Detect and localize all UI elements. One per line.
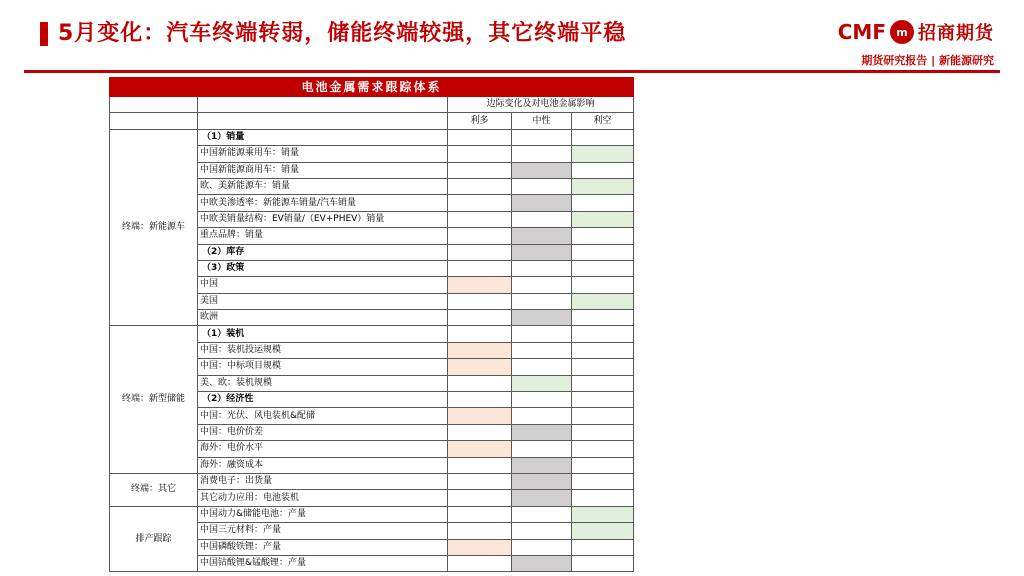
section-heading: （1）装机 <box>198 326 448 342</box>
indicator-label: 中国磷酸铁锂：产量 <box>198 539 448 555</box>
logo-subtitle: 期货研究报告 | 新能源研究 <box>861 54 994 67</box>
impact-cell-bearish <box>572 326 634 342</box>
impact-cell-bullish <box>448 326 512 342</box>
company-logo <box>814 16 994 70</box>
impact-cell-bullish <box>448 555 512 571</box>
indicator-label: 中欧美销量结构：EV销量/（EV+PHEV）销量 <box>198 211 448 227</box>
group-label: 终端：其它 <box>110 473 198 506</box>
impact-cell-neutral <box>512 195 572 211</box>
indicator-label: 中国：中标项目规模 <box>198 359 448 375</box>
impact-cell-bearish <box>572 146 634 162</box>
section-heading: （1）销量 <box>198 129 448 145</box>
impact-cell-neutral <box>512 490 572 506</box>
impact-cell-bearish <box>572 293 634 309</box>
impact-cell-neutral <box>512 473 572 489</box>
impact-cell-bearish <box>572 375 634 391</box>
impact-cell-neutral <box>512 146 572 162</box>
page-title: 5月变化：汽车终端转弱，储能终端较强，其它终端平稳 <box>58 21 627 46</box>
impact-cell-bearish <box>572 457 634 473</box>
impact-cell-bearish <box>572 228 634 244</box>
indicator-label: 中国新能源乘用车：销量 <box>198 146 448 162</box>
impact-cell-neutral <box>512 293 572 309</box>
impact-cell-bearish <box>572 473 634 489</box>
indicator-label: 中欧美渗透率：新能源车销量/汽车销量 <box>198 195 448 211</box>
indicator-label: 中国钴酸锂&锰酸锂：产量 <box>198 555 448 571</box>
impact-cell-bearish <box>572 260 634 276</box>
impact-cell-bearish <box>572 178 634 194</box>
impact-cell-bullish <box>448 506 512 522</box>
impact-cell-neutral <box>512 539 572 555</box>
indicator-label: 重点品牌：销量 <box>198 228 448 244</box>
impact-cell-neutral <box>512 162 572 178</box>
impact-cell-neutral <box>512 326 572 342</box>
header-blank-cell <box>110 97 198 113</box>
group-label: 排产跟踪 <box>110 506 198 572</box>
demand-tracking-table <box>109 77 634 572</box>
impact-cell-neutral <box>512 211 572 227</box>
impact-cell-bullish <box>448 129 512 145</box>
impact-header: 边际变化及对电池金属影响 <box>448 97 634 113</box>
table-row <box>110 473 634 489</box>
indicator-label: 中国：装机投运规模 <box>198 342 448 358</box>
impact-cell-bullish <box>448 162 512 178</box>
impact-cell-bearish <box>572 441 634 457</box>
indicator-label: 其它动力应用：电池装机 <box>198 490 448 506</box>
impact-cell-bearish <box>572 523 634 539</box>
impact-cell-bearish <box>572 129 634 145</box>
impact-cell-neutral <box>512 523 572 539</box>
indicator-label: 海外：融资成本 <box>198 457 448 473</box>
title-accent-bar <box>40 22 48 46</box>
indicator-label: 美、欧：装机规模 <box>198 375 448 391</box>
impact-cell-bearish <box>572 408 634 424</box>
impact-cell-bullish <box>448 490 512 506</box>
group-label: 终端：新能源车 <box>110 129 198 326</box>
impact-cell-neutral <box>512 277 572 293</box>
impact-cell-bearish <box>572 211 634 227</box>
impact-cell-bearish <box>572 506 634 522</box>
impact-cell-neutral <box>512 228 572 244</box>
impact-cell-bearish <box>572 244 634 260</box>
table-row <box>110 326 634 342</box>
impact-cell-bullish <box>448 293 512 309</box>
impact-cell-neutral <box>512 457 572 473</box>
impact-cell-bearish <box>572 555 634 571</box>
impact-cell-neutral <box>512 424 572 440</box>
impact-cell-neutral <box>512 506 572 522</box>
table-title: 电池金属需求跟踪体系 <box>110 78 634 97</box>
impact-cell-bullish <box>448 392 512 408</box>
header-blank-cell <box>110 113 198 129</box>
indicator-label: 欧、美新能源车：销量 <box>198 178 448 194</box>
impact-cell-neutral <box>512 555 572 571</box>
impact-cell-bullish <box>448 424 512 440</box>
impact-cell-bearish <box>572 490 634 506</box>
impact-cell-bearish <box>572 195 634 211</box>
impact-cell-bullish <box>448 359 512 375</box>
indicator-label: 中国新能源商用车：销量 <box>198 162 448 178</box>
impact-cell-neutral <box>512 260 572 276</box>
impact-cell-neutral <box>512 359 572 375</box>
impact-cell-bullish <box>448 539 512 555</box>
indicator-label: 美国 <box>198 293 448 309</box>
col-header-bearish: 利空 <box>572 113 634 129</box>
impact-cell-neutral <box>512 392 572 408</box>
col-header-neutral: 中性 <box>512 113 572 129</box>
impact-cell-bearish <box>572 539 634 555</box>
impact-cell-bearish <box>572 359 634 375</box>
impact-cell-bullish <box>448 310 512 326</box>
table-row <box>110 129 634 145</box>
impact-cell-neutral <box>512 244 572 260</box>
impact-cell-neutral <box>512 408 572 424</box>
section-heading: （3）政策 <box>198 260 448 276</box>
header-blank-cell <box>198 113 448 129</box>
indicator-label: 中国：光伏、风电装机&配储 <box>198 408 448 424</box>
impact-cell-bullish <box>448 146 512 162</box>
impact-cell-bullish <box>448 277 512 293</box>
indicator-label: 中国：电价价差 <box>198 424 448 440</box>
impact-cell-bullish <box>448 408 512 424</box>
impact-cell-bullish <box>448 473 512 489</box>
impact-cell-bullish <box>448 441 512 457</box>
indicator-label: 海外：电价水平 <box>198 441 448 457</box>
table-row <box>110 506 634 522</box>
demand-tracking-table-container <box>109 77 633 572</box>
impact-cell-neutral <box>512 310 572 326</box>
impact-cell-bullish <box>448 342 512 358</box>
impact-cell-neutral <box>512 342 572 358</box>
logo-company-name: 招商期货 <box>918 23 994 44</box>
impact-cell-neutral <box>512 441 572 457</box>
impact-cell-bearish <box>572 392 634 408</box>
impact-cell-neutral <box>512 129 572 145</box>
table-body <box>110 78 634 572</box>
header-divider <box>24 70 1000 73</box>
indicator-label: 消费电子：出货量 <box>198 473 448 489</box>
impact-cell-bearish <box>572 310 634 326</box>
impact-cell-bullish <box>448 457 512 473</box>
impact-cell-bullish <box>448 523 512 539</box>
impact-cell-neutral <box>512 375 572 391</box>
impact-cell-bullish <box>448 228 512 244</box>
section-heading: （2）库存 <box>198 244 448 260</box>
logo-emblem-icon: m <box>890 20 914 44</box>
impact-cell-bullish <box>448 211 512 227</box>
impact-cell-bullish <box>448 178 512 194</box>
header-blank-cell <box>198 97 448 113</box>
impact-cell-bearish <box>572 277 634 293</box>
logo-cmf-text: CMF <box>837 20 886 44</box>
indicator-label: 中国三元材料：产量 <box>198 523 448 539</box>
indicator-label: 中国 <box>198 277 448 293</box>
indicator-label: 欧洲 <box>198 310 448 326</box>
impact-cell-neutral <box>512 178 572 194</box>
section-heading: （2）经济性 <box>198 392 448 408</box>
impact-cell-bullish <box>448 244 512 260</box>
impact-cell-bearish <box>572 424 634 440</box>
impact-cell-bearish <box>572 342 634 358</box>
impact-cell-bullish <box>448 260 512 276</box>
indicator-label: 中国动力&储能电池：产量 <box>198 506 448 522</box>
group-label: 终端：新型储能 <box>110 326 198 474</box>
col-header-bullish: 利多 <box>448 113 512 129</box>
impact-cell-bearish <box>572 162 634 178</box>
impact-cell-bullish <box>448 375 512 391</box>
impact-cell-bullish <box>448 195 512 211</box>
